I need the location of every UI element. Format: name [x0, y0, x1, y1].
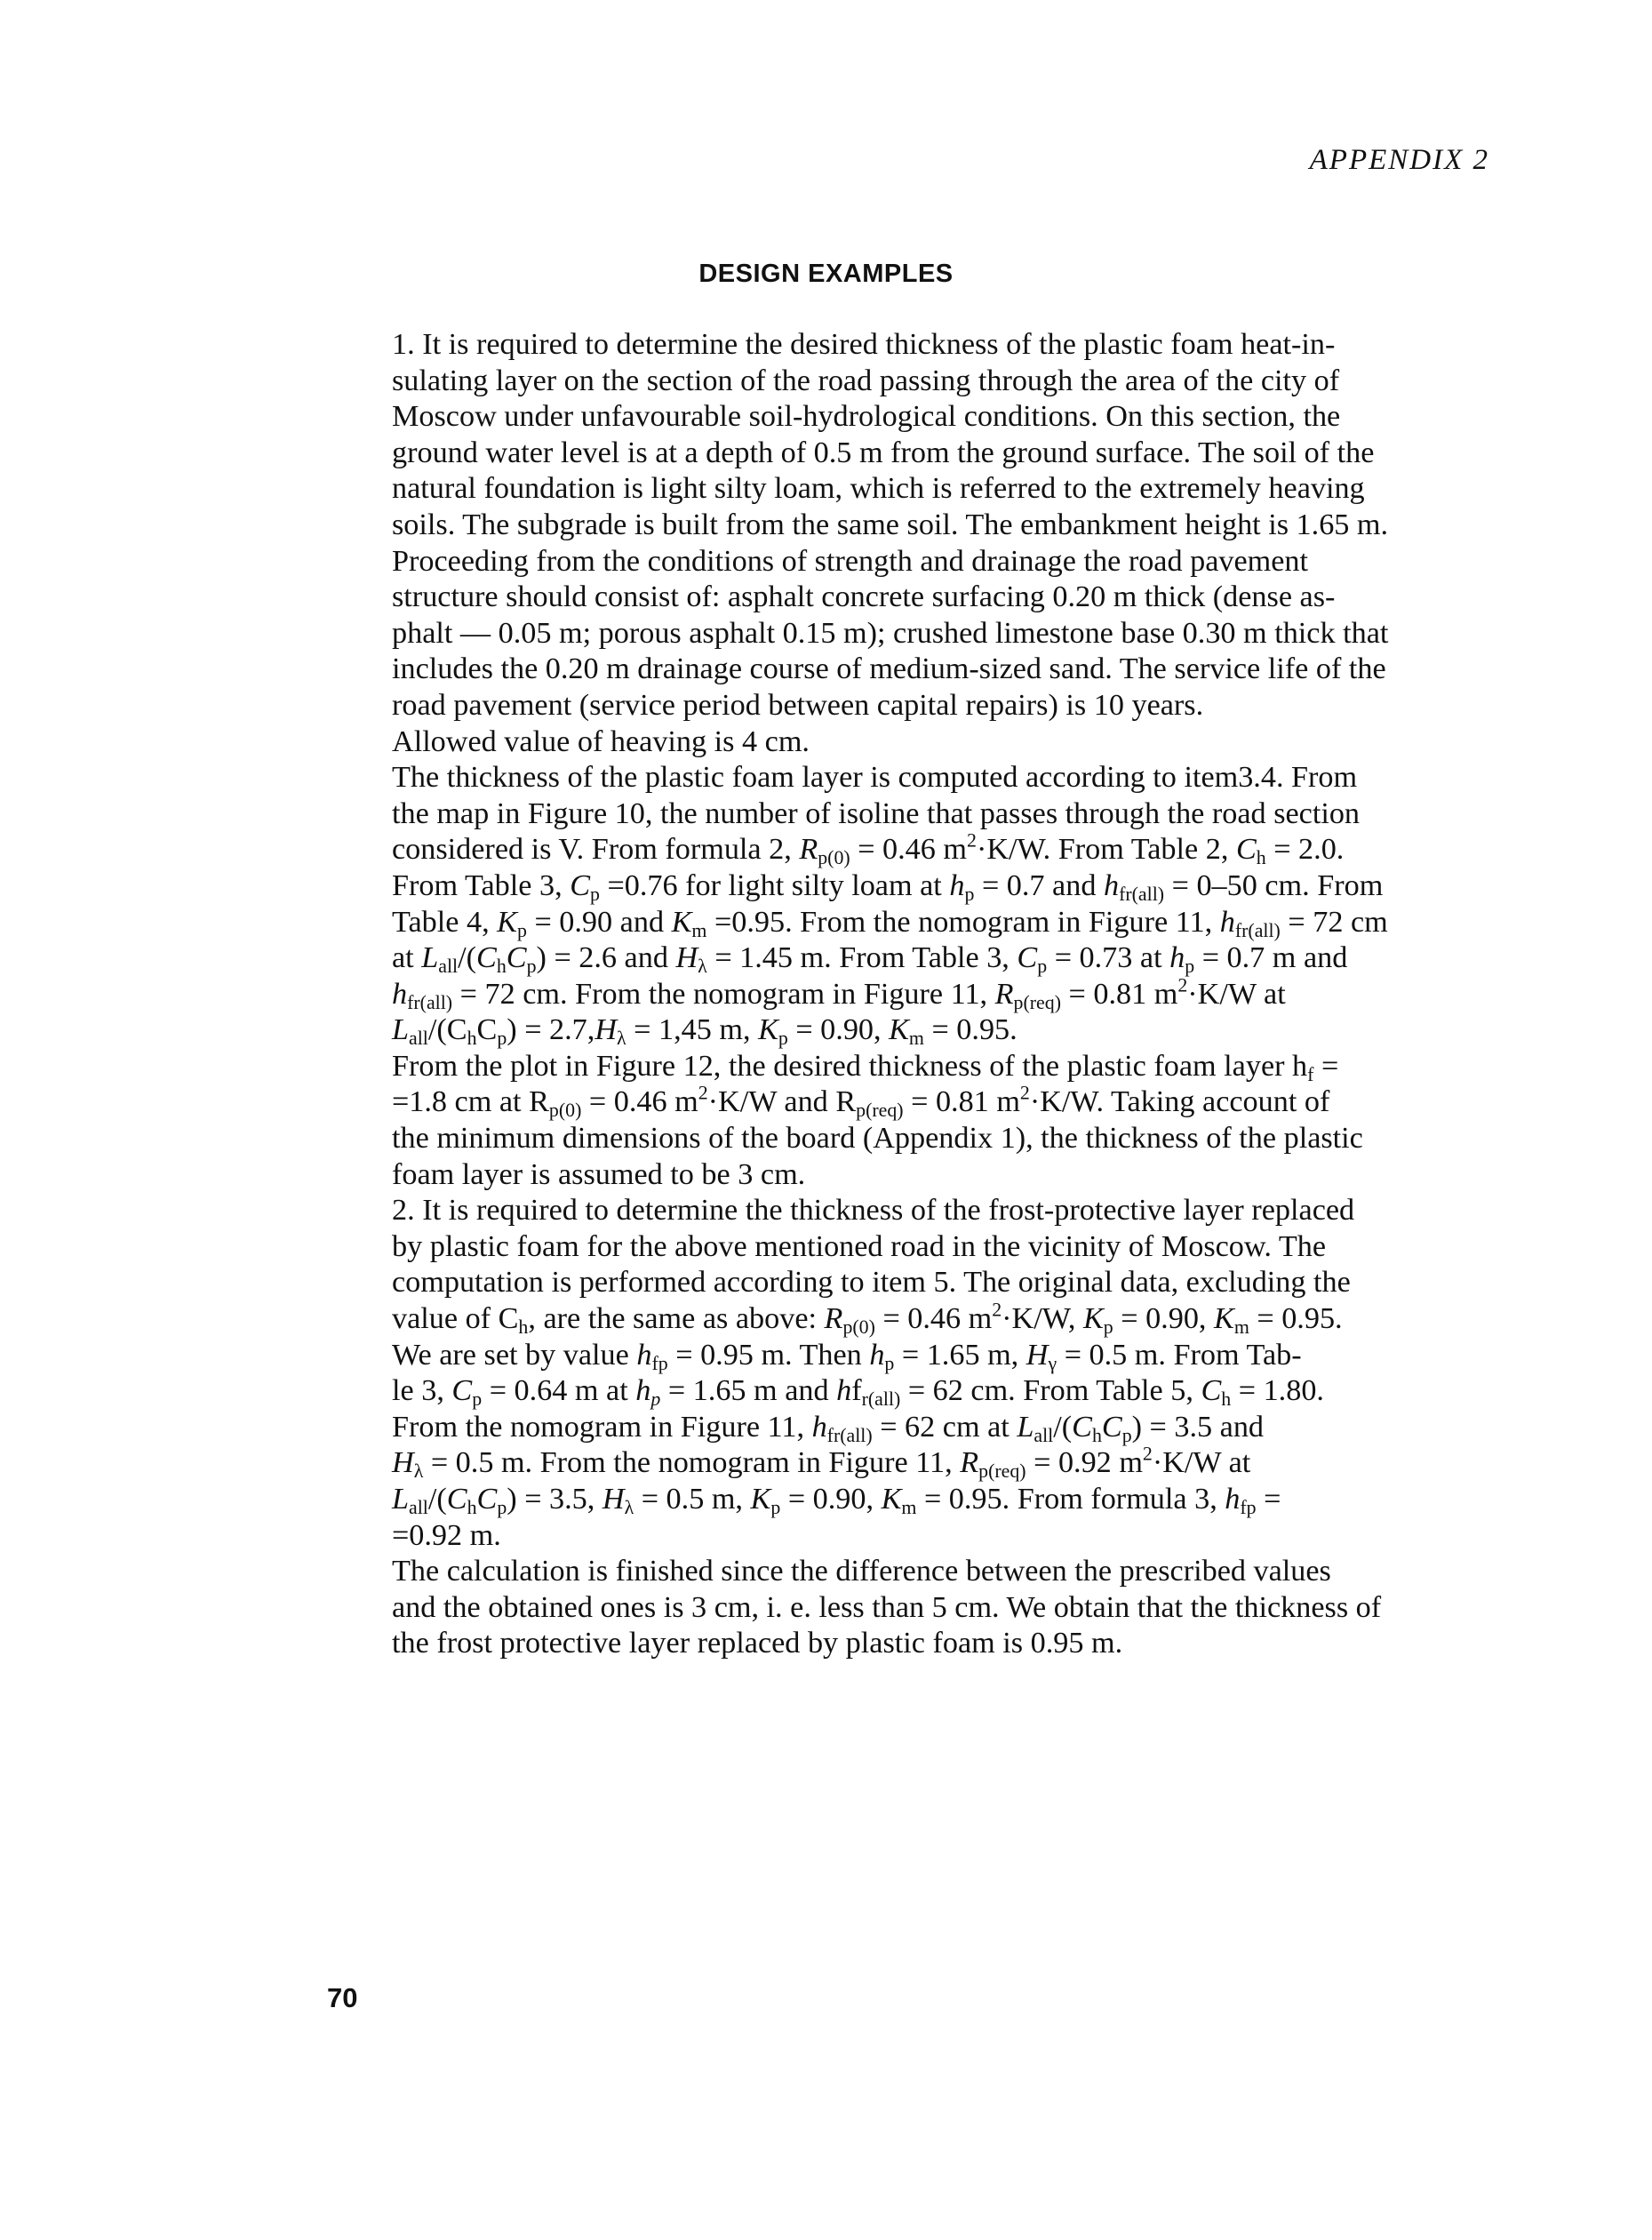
- page-number: 70: [327, 1982, 358, 2013]
- paragraph: The calculation is finished since the difference between the prescribed values and the obtained ones is 3 cm, i. e. less than 5 cm. We obtain that the thickness of the frost protective layer replaced by plastic foam is 0.95 m.: [392, 1555, 1382, 1660]
- paragraph: From the plot in Figure 12, the desired thickness of the plastic foam layer $h_f$ = =1.8 cm at $R_{p(0)} = 0.46$ $m^2\cdot K/W$ and $R_{p(req)} = 0.81$ $m^2\cdot K/W$. Taking account of the minimum dimensions of the board (Appendix 1), the thickness of the plastic foam layer is assumed to be 3 cm.: [392, 1049, 1363, 1191]
- paragraph: Proceeding from the conditions of strength and drainage the road pavement structure should consist of: asphalt concrete surfacing 0.20 m thick (dense as- phalt — 0.05 m; porous asphalt 0.15 m); crushed limestone base 0.30 m thick that includes the 0.20 m drainage course of medium-sized sand. The service life of the road pavement (service period between capital repairs) is 10 years.: [392, 544, 1389, 722]
- paragraph: Allowed value of heaving is 4 cm.: [392, 724, 810, 758]
- paragraph: 2. It is required to determine the thickness of the frost-protective layer replaced by plastic foam for the above mentioned road in the vicinity of Moscow. The computation is performed according to item 5. The original data, excluding the value of $C_h$, are the same as above: $R_{p(0)} = 0.46$ $m^2\cdot K/W$, $K_p = 0.90$, $K_m = 0.95$. We are set by value $h_{fp} = 0.95$ m. Then $h_p = 1.65$ m, $H_\gamma = 0.5$ m. From Tab- le 3, $C_p = 0.64$ m at $h_p = 1.65$ m and $hf_{r(all)} = 62$ cm. From Table 5, $C_h = 1.80$. From the nomogram in Figure 11, $h_{fr(all)} = 62$ cm at $L_{all}/(C_hC_p) = 3.5$ and $H_\lambda = 0.5$ m. From the nomogram in Figure 11, $R_{p(req)} = 0.92$ $m^2\cdot K/W$ at $L_{all}/(C_hC_p) = 3.5$, $H_\lambda = 0.5$ m, $K_p = 0.90$, $K_m = 0.95$. From formula 3, $h_{fp}$ = =0.92 m.: [392, 1194, 1355, 1552]
- section-title: DESIGN EXAMPLES: [698, 260, 954, 288]
- paragraph: 1. It is required to determine the desired thickness of the plastic foam heat-in- sulating layer on the section of the road passing through the area of the city of Moscow under unfavourable soil-hydrological conditions. On this section, the ground water level is at a depth of 0.5 m from the ground surface. The soil of the natural foundation is light silty loam, which is referred to the extremely heaving soils. The subgrade is built from the same soil. The embankment height is 1.65 m.: [392, 328, 1389, 541]
- paragraph: The thickness of the plastic foam layer is computed according to item3.4. From the map in Figure 10, the number of isoline that passes through the road section considered is V. From formula 2, $R_{p(0)} = 0.46$ $m^2\cdot K/W$. From Table 2, $C_h = 2.0$. From Table 3, $C_p =0.76$ for light silty loam at $h_p = 0.7$ and $h_{fr(all)} = 0-50$ cm. From Table 4, $K_p = 0.90$ and $K_m =0.95$. From the nomogram in Figure 11, $h_{fr(all)} = 72$ cm at $L_{all}/(C_hC_p) = 2.6$ and $H_\lambda = 1.45$ m. From Table 3, $C_p = 0.73$ at $h_p = 0.7$ m and $h_{fr(all)} = 72$ cm. From the nomogram in Figure 11, $R_{p(req)} = 0.81$ $m^2\cdot K/W$ at $L_{all}/(C_hC_p) = 2.7,H_\lambda = 1,45$ m, $K_p = 0.90$, $K_m = 0.95$.: [392, 761, 1388, 1050]
- body-text: [366, 327, 1504, 1662]
- running-head: APPENDIX 2: [1309, 144, 1489, 176]
